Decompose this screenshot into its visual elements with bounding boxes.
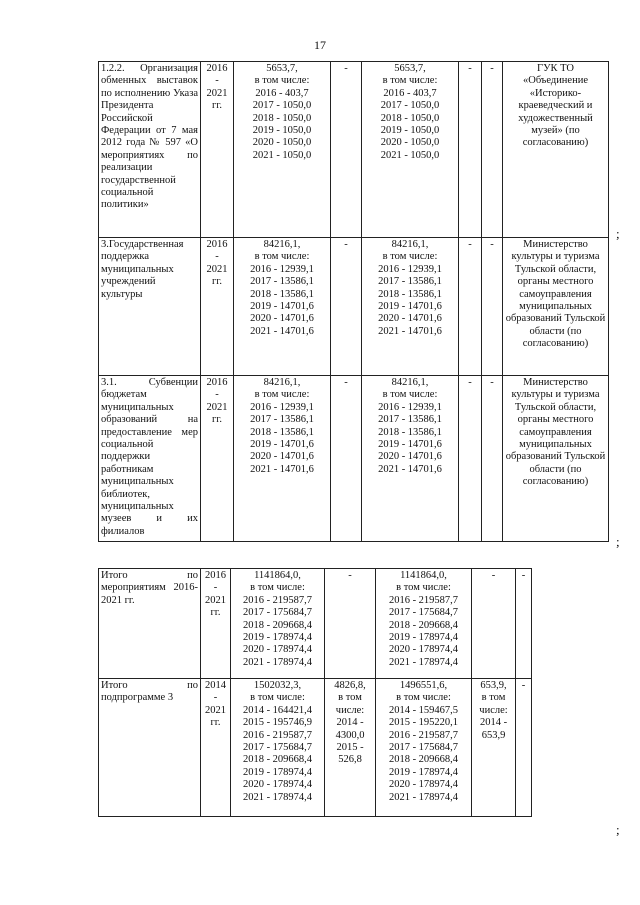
program-table-top (98, 61, 609, 542)
regional-funding-cell-line: в том числе: (382, 75, 438, 87)
period-cell-line: 2021 (205, 704, 226, 716)
federal-funding-cell-line: 526,8 (338, 754, 362, 766)
total-funding-cell-line: 2018 - 1050,0 (252, 112, 312, 124)
total-funding-cell-line: 2017 - 175684,7 (242, 742, 313, 754)
regional-funding-cell-line: 2018 - 209668,4 (388, 619, 459, 631)
period-cell (201, 376, 234, 542)
total-funding-cell-line: в том числе: (254, 389, 310, 401)
total-funding-cell-line: 2020 - 178974,4 (242, 779, 313, 791)
period-cell-line: 2016 (206, 377, 228, 388)
total-funding-cell (234, 62, 331, 238)
table-row (99, 376, 609, 542)
regional-funding-cell-line: в том числе: (382, 251, 438, 263)
regional-funding-cell-line: 84216,1, (391, 377, 429, 388)
regional-funding-cell-line: 2019 - 14701,6 (378, 301, 442, 313)
regional-funding-cell-line: 2018 - 13586,1 (378, 426, 442, 438)
total-funding-cell-line: 2017 - 13586,1 (250, 414, 314, 426)
federal-funding-cell-line: 4826,8, (334, 680, 366, 691)
regional-funding-cell-line: 2020 - 14701,6 (378, 313, 442, 325)
regional-funding-cell-line: 2016 - 219587,7 (388, 729, 459, 741)
period-cell-line: 2016 (206, 63, 228, 74)
regional-funding-cell-line: 2019 - 178974,4 (388, 766, 459, 778)
total-funding-cell-line: 2015 - 195746,9 (242, 717, 313, 729)
regional-funding-cell-line: 2018 - 1050,0 (380, 112, 440, 124)
regional-funding-cell-line: 2021 - 178974,4 (388, 791, 459, 803)
total-funding-cell-line: в том числе: (254, 251, 310, 263)
other-funding-cell: - (482, 62, 503, 238)
table-row (99, 569, 532, 679)
period-cell-line: 2021 (206, 263, 228, 275)
federal-funding-cell-line: числе: (335, 704, 365, 716)
regional-funding-cell-line: 1496551,6, (399, 680, 448, 691)
period-cell (201, 62, 234, 238)
regional-funding-cell-line: 2019 - 14701,6 (378, 439, 442, 451)
total-funding-cell-line: 2020 - 1050,0 (252, 137, 312, 149)
local-funding-cell-line: в том (481, 692, 506, 704)
total-funding-cell-line: 2016 - 12939,1 (250, 263, 314, 275)
period-cell-line: 2021 (205, 594, 226, 606)
regional-funding-cell (362, 238, 459, 376)
period-cell-line: 2021 (206, 87, 228, 99)
regional-funding-cell-line: в том числе: (396, 582, 451, 594)
responsible-org-cell: ГУК ТО «Объединение «Историко-краеведческий и художественный музей» (по согласованию) (503, 62, 609, 238)
total-funding-cell-line: 1141864,0, (254, 570, 301, 581)
total-funding-cell-line: в том числе: (250, 582, 305, 594)
total-funding-cell-line: 2019 - 178974,4 (242, 766, 313, 778)
federal-funding-cell (325, 679, 376, 817)
total-funding-cell-line: 2019 - 1050,0 (252, 125, 312, 137)
regional-funding-cell-line: 2021 - 14701,6 (378, 325, 442, 337)
total-funding-cell-line: 2016 - 403,7 (255, 87, 309, 99)
total-funding-cell-line: 84216,1, (263, 239, 301, 250)
local-funding-cell: - (459, 238, 482, 376)
total-funding-cell-line: 2017 - 175684,7 (242, 607, 313, 619)
regional-funding-cell-line: 2016 - 12939,1 (378, 263, 442, 275)
regional-funding-cell-line: 2020 - 178974,4 (388, 644, 459, 656)
total-funding-cell-line: 2021 - 178974,4 (242, 791, 313, 803)
regional-funding-cell (376, 569, 472, 679)
regional-funding-cell-line: 5653,7, (394, 63, 426, 74)
period-cell-line: - (215, 389, 219, 401)
total-funding-cell-line: 2020 - 14701,6 (250, 313, 314, 325)
period-cell-line: гг. (211, 414, 223, 426)
responsible-org-cell: Министерство культуры и туризма Тульской области, органы местного самоуправления муниципальных образований Тульской области (по согласованию) (503, 376, 609, 542)
regional-funding-cell-line: 1141864,0, (400, 570, 447, 581)
federal-funding-cell-line: в том (338, 692, 362, 704)
regional-funding-cell-line: в том числе: (396, 692, 451, 704)
total-funding-cell-line: в том числе: (254, 75, 310, 87)
local-funding-cell (472, 569, 516, 679)
period-cell-line: гг. (211, 100, 223, 112)
total-funding-cell-line: 2018 - 209668,4 (242, 619, 313, 631)
local-funding-cell-line: 653,9 (481, 729, 506, 741)
regional-funding-cell-line: 2018 - 209668,4 (388, 754, 459, 766)
other-funding-cell: - (516, 679, 532, 817)
local-funding-cell-line: - (491, 570, 496, 581)
total-funding-cell (231, 679, 325, 817)
period-cell (201, 679, 231, 817)
period-cell-line: - (215, 251, 219, 263)
total-funding-cell (234, 376, 331, 542)
total-funding-cell-line: 2020 - 178974,4 (242, 644, 313, 656)
program-table-totals (98, 568, 532, 817)
total-funding-cell-line: 2019 - 178974,4 (242, 632, 313, 644)
regional-funding-cell-line: 2019 - 1050,0 (380, 125, 440, 137)
regional-funding-cell-line: 2017 - 1050,0 (380, 100, 440, 112)
period-cell-line: - (213, 692, 218, 704)
other-funding-cell: - (516, 569, 532, 679)
regional-funding-cell-line: 2014 - 159467,5 (388, 704, 459, 716)
regional-funding-cell-line: 2019 - 178974,4 (388, 632, 459, 644)
regional-funding-cell-line: 2017 - 175684,7 (388, 607, 459, 619)
total-funding-cell-line: 2019 - 14701,6 (250, 439, 314, 451)
total-funding-cell-line: 2016 - 219587,7 (242, 729, 313, 741)
federal-funding-cell-line: 4300,0 (335, 729, 365, 741)
local-funding-cell: - (459, 62, 482, 238)
period-cell-line: - (213, 582, 218, 594)
total-funding-cell-line: 2018 - 209668,4 (242, 754, 313, 766)
regional-funding-cell-line: 2015 - 195220,1 (388, 717, 459, 729)
total-funding-cell-line: в том числе: (250, 692, 305, 704)
other-funding-cell: - (482, 376, 503, 542)
period-cell-line: 2014 (205, 680, 226, 691)
total-funding-cell-line: 2014 - 164421,4 (242, 704, 313, 716)
federal-funding-cell-line: 2015 - (336, 742, 364, 754)
period-cell-line: 2021 (206, 401, 228, 413)
row-terminator-semicolon: ; (616, 226, 620, 241)
regional-funding-cell-line: 2017 - 13586,1 (378, 276, 442, 288)
total-funding-cell-line: 2021 - 14701,6 (250, 463, 314, 475)
period-cell-line: гг. (211, 276, 223, 288)
activity-name: 3.Государственная поддержка муниципальных учреждений культуры (99, 238, 201, 376)
total-funding-cell-line: 2017 - 13586,1 (250, 276, 314, 288)
total-funding-cell-line: 2018 - 13586,1 (250, 426, 314, 438)
regional-funding-cell-line: 2018 - 13586,1 (378, 288, 442, 300)
total-funding-cell-line: 2020 - 14701,6 (250, 451, 314, 463)
regional-funding-cell-line: 2020 - 1050,0 (380, 137, 440, 149)
period-cell-line: - (215, 75, 219, 87)
total-funding-cell (234, 238, 331, 376)
activity-name: 3.1. Субвенции бюджетам муниципальных образований на предоставление мер социальной поддержки работникам муниципальных библиотек, муниципальных музеев и их филиалов (99, 376, 201, 542)
local-funding-cell-line: 2014 - (479, 717, 508, 729)
regional-funding-cell-line: в том числе: (382, 389, 438, 401)
total-funding-cell-line: 2018 - 13586,1 (250, 288, 314, 300)
table-row (99, 62, 609, 238)
regional-funding-cell-line: 2017 - 175684,7 (388, 742, 459, 754)
regional-funding-cell-line: 2016 - 12939,1 (378, 401, 442, 413)
period-cell-line: гг. (210, 717, 221, 729)
regional-funding-cell-line: 2016 - 219587,7 (388, 594, 459, 606)
local-funding-cell-line: 653,9, (480, 680, 507, 691)
total-funding-cell-line: 2021 - 1050,0 (252, 149, 312, 161)
federal-funding-cell-line: - (348, 570, 352, 581)
total-funding-cell-line: 1502032,3, (253, 680, 302, 691)
regional-funding-cell-line: 2020 - 14701,6 (378, 451, 442, 463)
total-funding-cell-line: 5653,7, (266, 63, 298, 74)
regional-funding-cell-line: 2021 - 14701,6 (378, 463, 442, 475)
period-cell-line: гг. (210, 607, 221, 619)
period-cell (201, 238, 234, 376)
regional-funding-cell-line: 2020 - 178974,4 (388, 779, 459, 791)
row-terminator-semicolon: ; (616, 822, 620, 837)
total-funding-cell-line: 2017 - 1050,0 (252, 100, 312, 112)
period-cell-line: 2016 (206, 239, 228, 250)
regional-funding-cell-line: 2021 - 1050,0 (380, 149, 440, 161)
total-funding-cell-line: 2021 - 178974,4 (242, 656, 313, 668)
total-funding-cell (231, 569, 325, 679)
regional-funding-cell (362, 62, 459, 238)
other-funding-cell: - (482, 238, 503, 376)
regional-funding-cell-line: 2016 - 403,7 (383, 87, 437, 99)
regional-funding-cell (376, 679, 472, 817)
total-label: Итого по подпрограмме 3 (99, 679, 201, 817)
local-funding-cell: - (459, 376, 482, 542)
federal-funding-cell: - (331, 376, 362, 542)
federal-funding-cell (325, 569, 376, 679)
local-funding-cell (472, 679, 516, 817)
total-funding-cell-line: 2016 - 12939,1 (250, 401, 314, 413)
total-funding-cell-line: 84216,1, (263, 377, 301, 388)
row-terminator-semicolon: ; (616, 534, 620, 549)
total-funding-cell-line: 2016 - 219587,7 (242, 594, 313, 606)
federal-funding-cell: - (331, 62, 362, 238)
regional-funding-cell-line: 2017 - 13586,1 (378, 414, 442, 426)
page-number: 17 (314, 38, 326, 52)
period-cell (201, 569, 231, 679)
total-funding-cell-line: 2019 - 14701,6 (250, 301, 314, 313)
federal-funding-cell-line: 2014 - (336, 717, 364, 729)
local-funding-cell-line: числе: (479, 704, 508, 716)
table-row (99, 679, 532, 817)
period-cell-line: 2016 (205, 570, 226, 581)
federal-funding-cell: - (331, 238, 362, 376)
total-label: Итого по мероприятиям 2016-2021 гг. (99, 569, 201, 679)
table-row (99, 238, 609, 376)
activity-name: 1.2.2. Организация обменных выставок по исполнению Указа Президента Российской Федерации от 7 мая 2012 года № 597 «О мероприятиях по реализации государственной социальной политики» (99, 62, 201, 238)
responsible-org-cell: Министерство культуры и туризма Тульской области, органы местного самоуправления муниципальных образований Тульской области (по согласованию) (503, 238, 609, 376)
total-funding-cell-line: 2021 - 14701,6 (250, 325, 314, 337)
regional-funding-cell (362, 376, 459, 542)
regional-funding-cell-line: 84216,1, (391, 239, 429, 250)
regional-funding-cell-line: 2021 - 178974,4 (388, 656, 459, 668)
